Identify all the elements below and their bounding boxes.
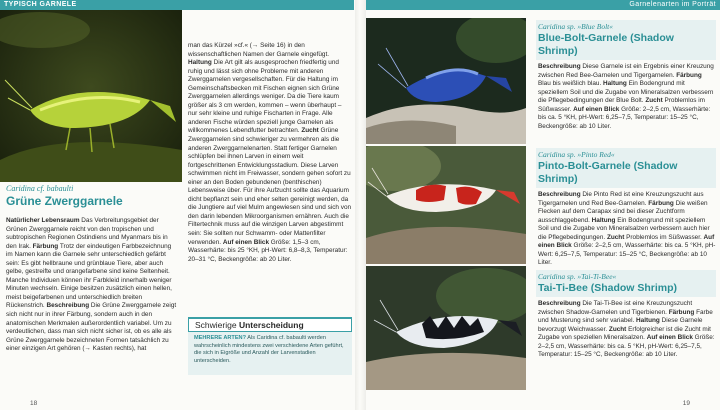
blue-bolt-section [530,20,720,131]
info-box-body: MEHRERE ARTEN? Als Caridina cf. babaulti werden wahrscheinlich mindestens zwei verschiedene Arten geführt, die sich in Eigröße und Anzahl der Larvenstadien unterscheiden. [194,335,344,364]
photo-pinto-red [366,146,526,264]
info-box-title: Schwierige Unterscheidung [188,318,352,332]
photo-green-shrimp [0,10,182,182]
tai-ti-bee-text: Beschreibung Die Tai-Ti-Bee ist eine Kreuzungszucht zwischen Shadow-Garnelen und Tigerbienen. Färbung Farbe und Musterung sind sehr variabel. Haltung Diese Garnele bevorzugt Weichwasser. Zucht Erfolgreicher ist die Zucht mit Zugabe von speziellen Mineralsalzen. Auf einen Blick Größe: 2–2,5 cm, Wasserhärte: bis ca. 5 °KH, pH-Wert: 6,25–7,5, Temperatur: 15–25 °C, Beckengröße: ab 10 Liter. [538,300,715,359]
pinto-red-section [530,148,720,268]
tai-ti-bee-title: Tai-Ti-Bee (Shadow Shrimp) [538,282,678,294]
blue-bolt-text: Beschreibung Diese Garnele ist ein Ergebnis einer Kreuzung zwischen Red Bee-Garnelen und Tigergarnelen. Färbung Blau bis weißlich blau. Haltung Ein Bodengrund mit speziellem Soil und die Zugabe von Mineralsalzen verbessern die Pflegebedingungen der Blue Bolt. Zucht Problemlos im Süßwasser. Auf einen Blick Größe: 2–2,5 cm, Wasserhärte: bis ca. 5 °KH, pH-Wert: 6,25–7,5, Temperatur: 15–25 °C, Beckengröße: ab 10 Liter. [538,63,714,130]
blue-bolt-header [536,20,716,60]
page-number-left: 18 [30,400,38,407]
book-gutter [355,0,366,410]
blue-bolt-sci-name: Caridina sp. »Blue Bolt« [538,22,613,31]
page-number-right: 19 [682,400,690,407]
photo-blue-bolt [366,18,526,144]
running-head-left: TYPISCH GARNELE [0,0,354,10]
pinto-red-sci-name: Caridina sp. »Pinto Red« [538,150,615,159]
info-box [188,317,352,375]
tai-ti-bee-sci-name: Caridina sp. »Tai-Ti-Bee« [538,272,617,281]
green-shrimp-sci-name: Caridina cf. babaulti [6,184,74,193]
tai-ti-bee-header [536,270,716,297]
pinto-red-title: Pinto-Bolt-Garnele (Shadow Shrimp) [538,160,678,185]
green-shrimp-title: Grüne Zwerggarnele [6,194,123,208]
pinto-red-header [536,148,716,188]
pinto-red-text: Beschreibung Die Pinto Red ist eine Kreuzungszucht aus Tigergarnelen und Red Bee-Garnelen. Färbung Die weißen Flecken auf dem Carapax sind bei dieser Zuchtform ausschlaggebend. Haltung Ein Bodengrund mit speziellem Soil und die Zugabe von Mineralsalzen verbessern auch hier die Pflegebedingungen. Zucht Problemlos im Süßwasser. Auf einen Blick Größe: 2–2,5 cm, Wasserhärte: bis ca. 5 °KH, pH-Wert: 6,25–7,5, Temperatur: 15–25 °C, Beckengröße: ab 10 Liter. [538,191,716,267]
tai-ti-bee-section [530,270,720,360]
running-head-right: Garnelenarten im Porträt [366,0,720,10]
green-shrimp-text: Natürlicher Lebensraum Das Verbreitungsgebiet der Grünen Zwerggarnele reicht von den tropischen und subtropischen Regionen Ostindiens und Myanmars bis in den Irak. Färbung Trotz der eindeutigen Farbbezeichnung im Namen kann die Garnele sehr unterschiedlich gefärbt sein: Es gibt hellbraune und grünblaue Tiere, aber auch gelbe, gestreifte und orangefarbene sind keine Seltenheit. Manche Individuen können ihr Farbkleid innerhalb weniger Minuten wechseln. Einige besitzen zusätzlich einen hellen, meist beigefarbenen und unterschiedlich breiten Rückenstrich. Beschreibung Die Grüne Zwerggarnele zeigt sich nicht nur in ihrer Färbung, sondern auch in den anatomischen Merkmalen außerordentlich variabel. Um zu verdeutlichen, dass man sich nicht sicher ist, ob es alle als Grüne Zwerggarnele bezeichneten Formen tatsächlich zu einer einzigen Art gehören (→ Kasten rechts), hat [6,217,177,353]
green-shrimp-text-continued: man das Kürzel »cf.« (→ Seite 16) in den wissenschaftlichen Namen der Garnele eingefügt. Haltung Die Art gilt als ausgesprochen friedfertig und ruhig und lässt sich ohne Probleme mit anderen Zwerggarnelen vergesellschaften. Für die Haltung im Gemeinschaftsbecken mit Fischen eignen sich Grüne Zwerggarnelen allerdings weniger. Da die Tiere kaum größer als 3 cm werden, kommen – wenn überhaupt – nur sehr kleine und ruhige Fischarten in Frage. Alle anderen Fische würden speziell junge Garnelen als willkommenes Lebendfutter betrachten. Zucht Grüne Zwerggarnelen sind schwieriger zu vermehren als die anderen Zwerggarnelenarten. Statt fertiger Garnelen schlüpfen bei ihnen Larven in einem weit fortgeschrittenen Entwicklungsstadium. Diese Larven schwimmen nicht im Freiwasser, sondern gehen sofort zu einer an den Boden gebundenen (benthischen) Lebensweise über. Für ihre Aufzucht sollte das Aquarium dicht bepflanzt sein und eher selten gereinigt werden, da die Jungtiere auf viel Mulm angewiesen sind und sich von den darin lebenden Mikroorganismen ernähren. Auch die Filtertechnik muss auf die winzigen Larven abgestimmt sein: Sie sollten nur Schwamm- oder Mattenfilter verwenden. Auf einen Blick Größe: 1,5–3 cm, Wasserhärte: bis 25 °KH, pH-Wert: 6,8–8,3, Temperatur: 20–31 °C, Beckengröße: ab 20 Liter. [188,42,352,263]
blue-bolt-title: Blue-Bolt-Garnele (Shadow Shrimp) [538,32,674,57]
photo-tai-ti-bee [366,266,526,390]
green-shrimp-header [0,184,182,208]
